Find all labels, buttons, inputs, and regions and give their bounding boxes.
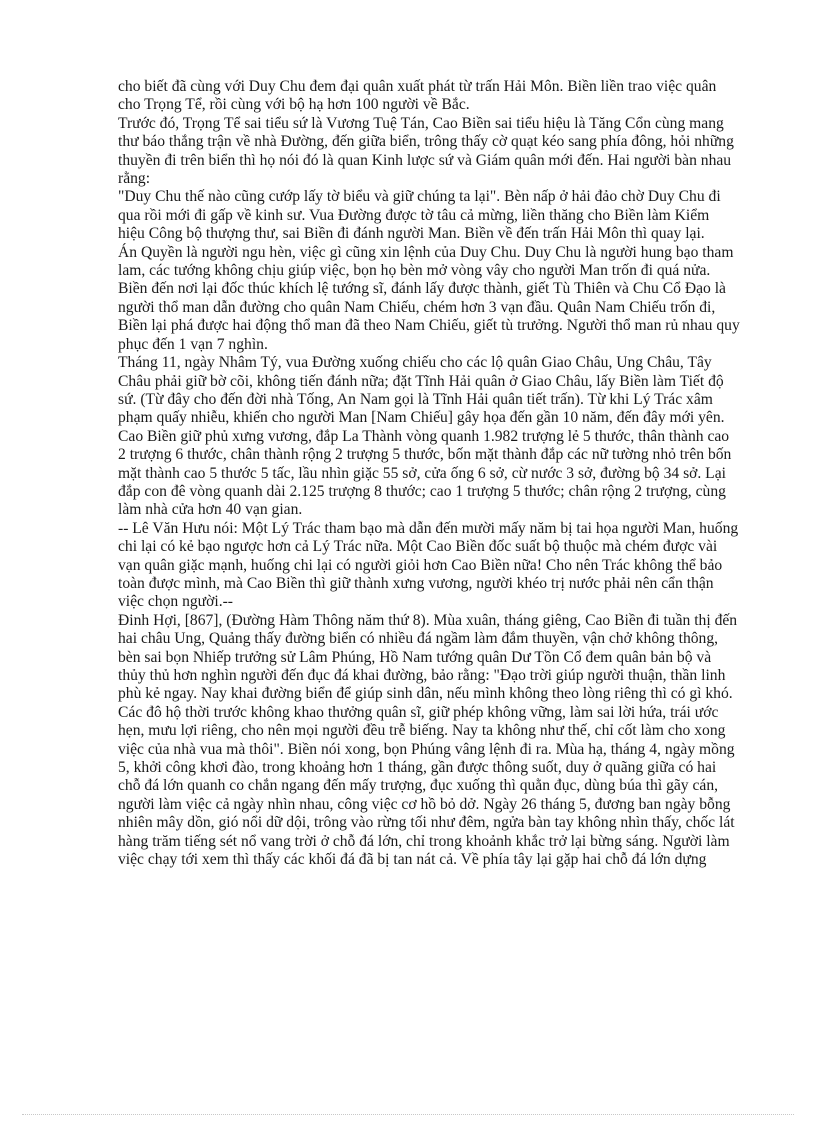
paragraph-6: -- Lê Văn Hưu nói: Một Lý Trác tham bạo mà dẫn đến mười mấy năm bị tai họa người Man, huống chi lại có kẻ bạo ngược hơn cả Lý Trác nữa. Một Cao Biền đốc suất bộ thuộc mà chém được vài vạn quân giặc mạnh, huống chi lại có người giỏi hơn Cao Biền nữa! Cho nên Trác không thể bảo toàn được mình, mà Cao Biền thì giữ thành xưng vương, người khéo trị nước phải nên cẩn thận việc chọn người.-- <box>118 519 739 611</box>
page-bottom-divider <box>22 1114 794 1115</box>
paragraph-1: cho biết đã cùng với Duy Chu đem đại quân xuất phát từ trấn Hải Môn. Biền liền trao việc quân cho Trọng Tể, rồi cùng với bộ hạ hơn 100 người về Bắc. <box>118 78 717 114</box>
document-body <box>118 78 740 869</box>
paragraph-7: Đinh Hợi, [867], (Đường Hàm Thông năm thứ 8). Mùa xuân, tháng giêng, Cao Biền đi tuần thị đến hai châu Ung, Quảng thấy đường biển có nhiều đá ngầm làm đắm thuyền, vận chở không thông, bèn sai bọn Nhiếp trưởng sử Lâm Phúng, Hồ Nam tướng quân Dư Tồn Cổ đem quân bản bộ và thủy thủ hơn nghìn người đến đục đá khai đường, bảo rằng: "Đạo trời giúp người thuận, thần linh phù kẻ ngay. Nay khai đường biển để giúp sinh dân, nếu mình không theo lòng riêng thì có gì khó. Các đô hộ thời trước không khao thưởng quân sĩ, giữ phép không vững, làm sai lời hứa, trái ước hẹn, mưu lợi riêng, cho nên mọi người đều trễ biếng. Nay ta không như thế, chỉ cốt làm cho xong việc của nhà vua mà thôi". Biền nói xong, bọn Phúng vâng lệnh đi ra. Mùa hạ, tháng 4, ngày mồng 5, khởi công khơi đào, trong khoảng hơn 1 tháng, gần được thông suốt, duy ở quãng giữa có hai chỗ đá lớn quanh co chắn ngang đến mấy trượng, đục xuống thì quằn đục, dùng búa thì gãy cán, người làm việc cả ngày nhìn nhau, công việc cơ hồ bỏ dở. Ngày 26 tháng 5, đương ban ngày bỗng nhiên mây dồn, gió nổi dữ dội, trông vào rừng tối như đêm, ngửa bàn tay không nhìn thấy, chốc lát hàng trăm tiếng sét nổ vang trời ở chỗ đá lớn, chỉ trong khoảnh khắc trở lại bừng sáng. Người làm việc chạy tới xem thì thấy các khối đá đã bị tan nát cả. Về phía tây lại gặp hai chỗ đá lớn dựng <box>118 611 738 869</box>
paragraph-3: "Duy Chu thế nào cũng cướp lấy tờ biểu và giữ chúng ta lại". Bèn nấp ở hải đảo chờ Duy Chu đi qua rồi mới đi gấp về kinh sư. Vua Đường được tờ tâu cả mừng, liền thăng cho Biền làm Kiểm hiệu Công bộ thượng thư, sai Biền đi đánh người Man. Biền về đến trấn Hải Môn thì quay lại. <box>118 188 721 243</box>
paragraph-2: Trước đó, Trọng Tể sai tiểu sứ là Vương Tuệ Tán, Cao Biền sai tiểu hiệu là Tăng Cổn cùng mang thư báo thắng trận về nhà Đường, đến giữa biển, trông thấy cờ quạt kéo sang phía đông, hỏi những thuyền đi trên biển thì họ nói đó là quan Kinh lược sứ và Giám quân mới đến. Hai người bàn nhau rằng: <box>118 114 734 188</box>
paragraph-5: Tháng 11, ngày Nhâm Tý, vua Đường xuống chiếu cho các lộ quân Giao Châu, Ung Châu, Tây Châu phải giữ bờ cõi, không tiến đánh nữa; đặt Tĩnh Hải quân ở Giao Châu, lấy Biền làm Tiết độ sứ. (Từ đây cho đến đời nhà Tống, An Nam gọi là Tĩnh Hải quân tiết trấn). Từ khi Lý Trác xâm phạm quấy nhiễu, khiến cho người Man [Nam Chiếu] gây họa đến gần 10 năm, đến đây mới yên. Cao Biền giữ phủ xưng vương, đắp La Thành vòng quanh 1.982 trượng lẻ 5 thước, thân thành cao 2 trượng 6 thước, chân thành rộng 2 trượng 5 thước, bốn mặt thành đắp các nữ tường nhỏ trên bốn mặt thành cao 5 thước 5 tấc, lầu nhìn giặc 55 sở, cửa ống 6 sở, cừ nước 3 sở, đường bộ 34 sở. Lại đắp con đê vòng quanh dài 2.125 trượng 8 thước; cao 1 trượng 5 thước; chân rộng 2 trượng, cùng làm nhà cửa hơn 40 vạn gian. <box>118 354 732 519</box>
paragraph-4: Án Quyền là người ngu hèn, việc gì cũng xin lệnh của Duy Chu. Duy Chu là người hung bạo tham lam, các tướng không chịu giúp việc, bọn họ bèn mở vòng vây cho người Man trốn đi quá nửa. Biền đến nơi lại đốc thúc khích lệ tướng sĩ, đánh lấy được thành, giết Tù Thiên và Chu Cổ Đạo là người thổ man dẫn đường cho quân Nam Chiếu, chém hơn 3 vạn đầu. Quân Nam Chiếu trốn đi, Biền lại phá được hai động thổ man đã theo Nam Chiếu, giết tù trưởng. Người thổ man rủ nhau quy phục đến 1 vạn 7 nghìn. <box>118 243 740 353</box>
